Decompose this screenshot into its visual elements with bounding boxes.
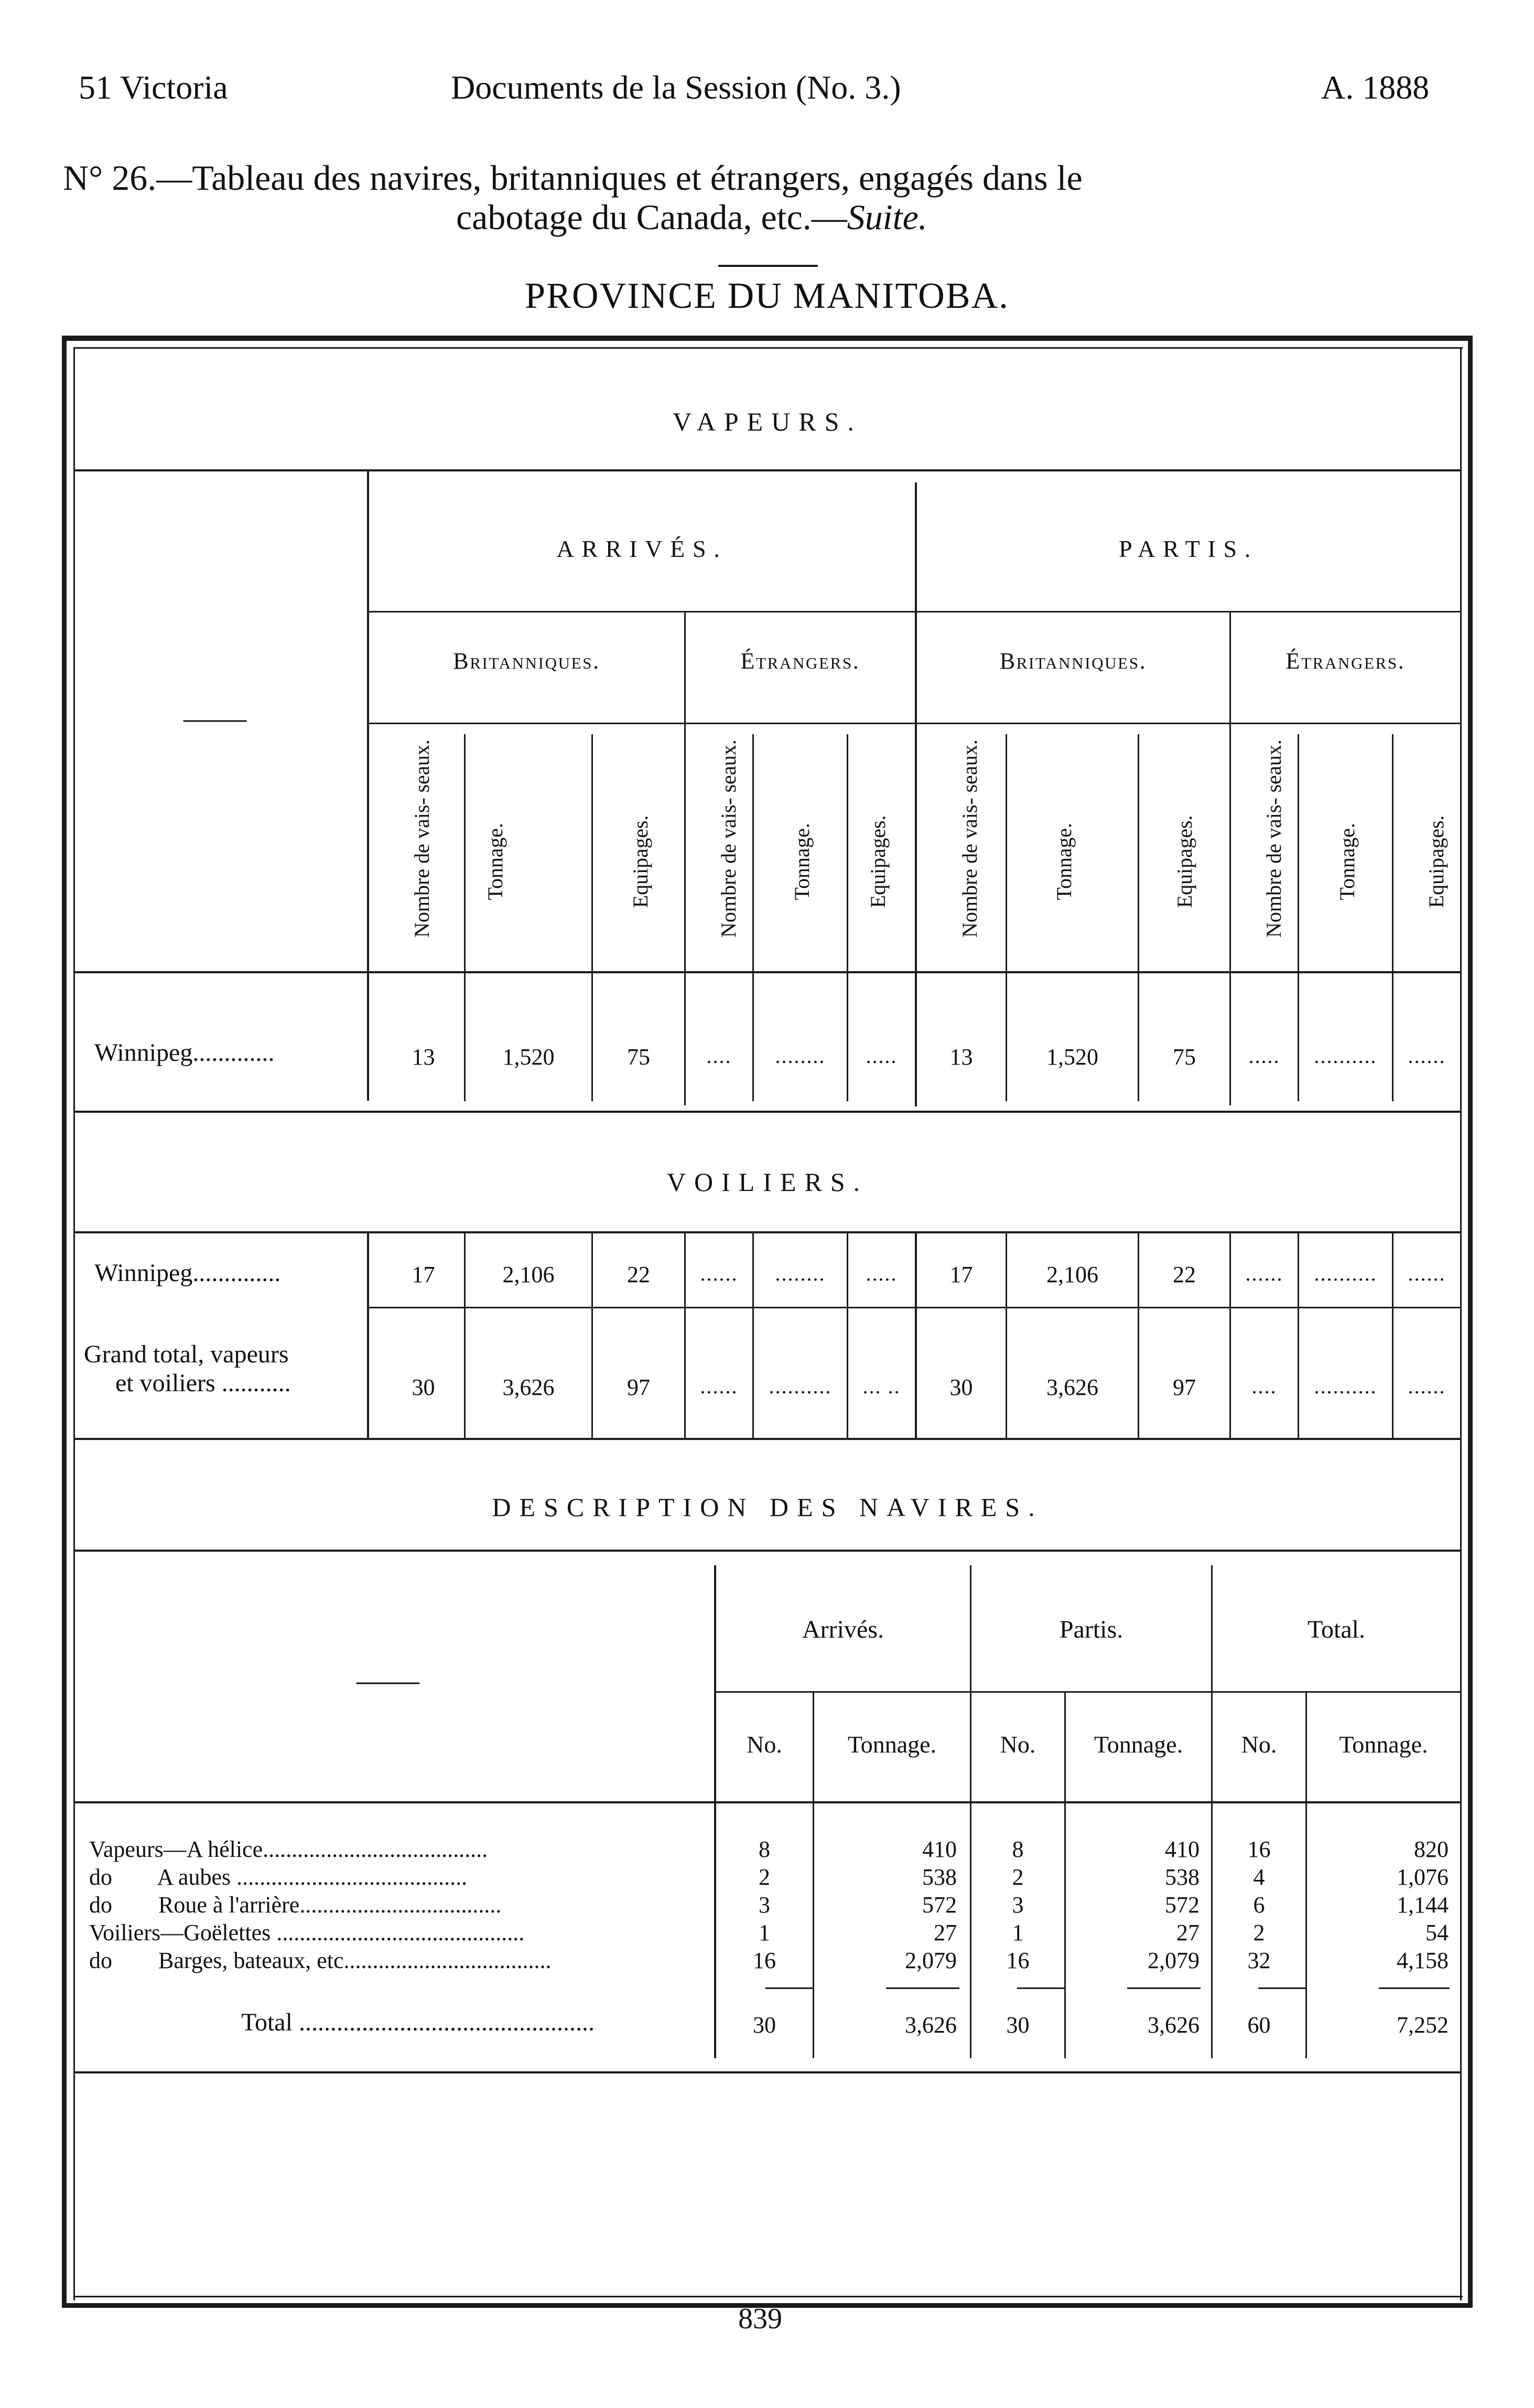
- sum-rule: [1258, 1987, 1305, 1989]
- desc-cell: 410: [922, 1836, 957, 1862]
- desc-subheader-arr-no: No.: [747, 1731, 782, 1758]
- column-header-par-brit-tonnage: Tonnage.: [1052, 823, 1076, 900]
- column-header-arr-etr-vessels: Nombre de vais- seaux.: [717, 739, 740, 938]
- desc-cell: 3: [759, 1892, 770, 1918]
- province-heading: PROVINCE DU MANITOBA.: [525, 276, 1009, 316]
- vapeurs-arr-etr-tonnage: ........: [775, 1044, 826, 1068]
- grand-total-arr-etr-equipages: ... ..: [862, 1374, 901, 1398]
- running-header-left: 51 Victoria: [79, 69, 228, 106]
- desc-cell: 1: [1012, 1920, 1024, 1945]
- desc-cell: 4,158: [1397, 1948, 1449, 1973]
- group-separator: [915, 482, 917, 1106]
- description-bottom-rule: [75, 2071, 1460, 2073]
- desc-cell: 27: [934, 1920, 957, 1945]
- vapeurs-par-brit-equipages: 75: [1173, 1044, 1196, 1070]
- vapeurs-arr-brit-vessels: 13: [412, 1044, 435, 1070]
- column-header-arr-brit-vessels: Nombre de vais- seaux.: [410, 739, 434, 938]
- grand-total-par-etr-tonnage: ..........: [1314, 1374, 1377, 1398]
- sum-rule: [1017, 1987, 1064, 1989]
- desc-total-cell: 30: [753, 2012, 776, 2038]
- voiliers-par-etr-vessels: ......: [1245, 1262, 1283, 1285]
- desc-cell: 1: [759, 1920, 770, 1945]
- desc-cell: 32: [1247, 1948, 1271, 1973]
- desc-cell: 2,079: [905, 1948, 957, 1973]
- table-title-suite: Suite.: [847, 197, 927, 237]
- desc-total-cell: 3,626: [905, 2012, 957, 2038]
- desc-cell: 6: [1253, 1892, 1265, 1918]
- vapeurs-par-brit-tonnage: 1,520: [1046, 1044, 1098, 1070]
- table-title-line2-text: cabotage du Canada, etc.—: [456, 197, 847, 237]
- voiliers-par-brit-tonnage: 2,106: [1046, 1262, 1098, 1287]
- voiliers-arr-brit-vessels: 17: [412, 1262, 435, 1287]
- desc-cell: 538: [1165, 1864, 1200, 1890]
- subgroup-header-partis-etrangers: Étrangers.: [1285, 648, 1406, 674]
- desc-group-header-rule: [716, 1691, 1460, 1693]
- column-header-arr-etr-equipages: Equipages.: [866, 815, 890, 908]
- group-header-partis: PARTIS.: [1118, 535, 1259, 562]
- voiliers-arr-brit-equipages: 22: [627, 1262, 650, 1287]
- page-number: 839: [738, 2303, 782, 2335]
- voiliers-row-label: Winnipeg..............: [94, 1259, 281, 1287]
- desc-cell: 8: [759, 1836, 770, 1862]
- grand-total-label-line1: Grand total, vapeurs: [84, 1340, 289, 1368]
- desc-group-header-total: Total.: [1308, 1616, 1365, 1643]
- grand-total-label-line2: et voiliers ...........: [115, 1369, 291, 1397]
- col-sep: [367, 1233, 369, 1438]
- grand-total-arr-etr-tonnage: ..........: [769, 1374, 832, 1398]
- voiliers-arr-brit-tonnage: 2,106: [502, 1262, 555, 1287]
- vapeurs-row-label: Winnipeg.............: [94, 1039, 275, 1067]
- column-header-rule: [75, 971, 1460, 973]
- voiliers-par-brit-equipages: 22: [1173, 1262, 1196, 1287]
- desc-cell: 820: [1414, 1836, 1449, 1862]
- group-header-rule: [369, 611, 1460, 612]
- desc-subheader-rule: [75, 1801, 1460, 1803]
- desc-total-cell: 60: [1247, 2012, 1271, 2038]
- desc-total-cell: 3,626: [1148, 2012, 1200, 2038]
- subgroup-separator-partis: [1229, 612, 1231, 1105]
- description-heading: DESCRIPTION DES NAVIRES.: [492, 1492, 1043, 1522]
- frame-left: [62, 336, 67, 2307]
- stub-separator: [367, 471, 369, 1101]
- grand-total-par-etr-equipages: ......: [1408, 1374, 1446, 1398]
- desc-subheader-par-tonnage: Tonnage.: [1094, 1731, 1183, 1758]
- vapeurs-par-etr-vessels: .....: [1248, 1044, 1280, 1068]
- column-header-par-etr-tonnage: Tonnage.: [1335, 823, 1359, 900]
- vapeurs-arr-etr-vessels: ....: [706, 1044, 732, 1068]
- running-header-center: Documents de la Session (No. 3.): [451, 69, 901, 106]
- desc-cell: 27: [1176, 1920, 1200, 1945]
- vapeurs-par-etr-equipages: ......: [1408, 1044, 1446, 1068]
- vapeurs-bottom-rule: [75, 1111, 1460, 1113]
- frame-right: [1468, 336, 1473, 2307]
- desc-cell: 1,144: [1397, 1892, 1449, 1918]
- subgroup-header-partis-britanniques: Britanniques.: [999, 648, 1147, 674]
- running-header-right: A. 1888: [1321, 69, 1430, 106]
- frame-left-inner: [73, 347, 75, 2300]
- desc-subheader-arr-tonnage: Tonnage.: [847, 1731, 937, 1758]
- frame-right-inner: [1460, 347, 1462, 2300]
- vapeurs-arr-brit-equipages: 75: [627, 1044, 650, 1070]
- desc-group-header-arrives: Arrivés.: [802, 1616, 884, 1643]
- sum-rule: [1379, 1987, 1450, 1989]
- desc-row-label: do Roue à l'arrière...................................: [89, 1892, 502, 1918]
- voiliers-heading: VOILIERS.: [666, 1167, 869, 1197]
- desc-cell: 410: [1165, 1836, 1200, 1862]
- voiliers-arr-etr-vessels: ......: [700, 1262, 738, 1285]
- voiliers-par-etr-tonnage: ..........: [1314, 1262, 1377, 1285]
- desc-row-label: Vapeurs—A hélice.......................................: [89, 1836, 488, 1862]
- column-header-par-brit-vessels: Nombre de vais- seaux.: [958, 739, 981, 938]
- frame-bottom-inner: [73, 2296, 1463, 2297]
- grand-total-arr-brit-tonnage: 3,626: [502, 1374, 555, 1400]
- grand-total-par-brit-vessels: 30: [949, 1374, 973, 1400]
- vapeurs-heading: VAPEURS.: [673, 407, 862, 436]
- desc-cell: 538: [922, 1864, 957, 1890]
- desc-cell: 1,076: [1397, 1864, 1449, 1890]
- sum-rule: [886, 1987, 959, 1989]
- vapeurs-par-brit-vessels: 13: [949, 1044, 973, 1070]
- desc-group-header-partis: Partis.: [1059, 1616, 1124, 1643]
- column-header-par-brit-equipages: Equipages.: [1173, 815, 1196, 908]
- voiliers-arr-etr-equipages: .....: [866, 1262, 898, 1285]
- vapeurs-heading-rule: [75, 469, 1460, 471]
- column-header-arr-etr-tonnage: Tonnage.: [790, 823, 814, 900]
- desc-subheader-tot-no: No.: [1241, 1731, 1277, 1758]
- voiliers-par-etr-equipages: ......: [1408, 1262, 1446, 1285]
- frame-top-inner: [73, 347, 1463, 349]
- column-header-arr-brit-equipages: Equipages.: [629, 815, 652, 908]
- voiliers-heading-rule: [75, 1231, 1460, 1233]
- desc-subheader-tot-tonnage: Tonnage.: [1339, 1731, 1428, 1758]
- desc-row-label: Voiliers—Goëlettes ...........................................: [89, 1920, 525, 1945]
- description-heading-rule: [75, 1550, 1460, 1552]
- voiliers-par-brit-vessels: 17: [949, 1262, 973, 1287]
- grand-total-arr-brit-vessels: 30: [412, 1374, 435, 1400]
- desc-cell: 54: [1425, 1920, 1449, 1945]
- voiliers-row-rule: [369, 1307, 1460, 1308]
- desc-total-label: Total ...............................................: [241, 2008, 595, 2036]
- column-header-arr-brit-tonnage: Tonnage.: [483, 823, 507, 900]
- column-header-par-etr-equipages: Equipages.: [1424, 815, 1448, 908]
- description-row-header-dash: ——: [357, 1663, 419, 1697]
- desc-cell: 16: [1006, 1948, 1030, 1973]
- desc-cell: 4: [1253, 1864, 1265, 1890]
- vapeurs-arr-etr-equipages: .....: [866, 1044, 898, 1068]
- desc-cell: 2: [1012, 1864, 1024, 1890]
- grand-total-par-brit-tonnage: 3,626: [1046, 1374, 1098, 1400]
- frame-top: [62, 336, 1472, 341]
- column-header-par-etr-vessels: Nombre de vais- seaux.: [1262, 739, 1285, 938]
- table-title-line1: N° 26.—Tableau des navires, britanniques et étrangers, engagés dans le: [63, 158, 1083, 198]
- grand-total-par-brit-equipages: 97: [1173, 1374, 1196, 1400]
- grand-total-arr-brit-equipages: 97: [627, 1374, 650, 1400]
- vapeurs-par-etr-tonnage: ..........: [1314, 1044, 1377, 1068]
- desc-cell: 3: [1012, 1892, 1024, 1918]
- title-divider: [718, 265, 818, 267]
- grand-total-par-etr-vessels: ....: [1251, 1374, 1277, 1398]
- subgroup-header-arrives-britanniques: Britanniques.: [453, 648, 600, 674]
- desc-cell: 8: [1012, 1836, 1024, 1862]
- desc-cell: 16: [753, 1948, 776, 1973]
- desc-subheader-par-no: No.: [1000, 1731, 1036, 1758]
- subgroup-header-rule: [369, 723, 1460, 724]
- desc-cell: 572: [922, 1892, 957, 1918]
- vapeurs-arr-brit-tonnage: 1,520: [502, 1044, 555, 1070]
- desc-total-cell: 7,252: [1397, 2012, 1449, 2038]
- sum-rule: [765, 1987, 813, 1989]
- desc-row-label: do Barges, bateaux, etc....................................: [89, 1948, 552, 1973]
- subgroup-separator-arrives: [684, 612, 686, 1105]
- desc-cell: 2,079: [1148, 1948, 1200, 1973]
- table-title-line2: [456, 197, 927, 238]
- desc-cell: 16: [1247, 1836, 1271, 1862]
- desc-cell: 572: [1165, 1892, 1200, 1918]
- desc-row-label: do A aubes ........................................: [89, 1864, 468, 1890]
- subgroup-header-arrives-etrangers: Étrangers.: [740, 648, 860, 674]
- desc-total-cell: 30: [1006, 2012, 1030, 2038]
- group-header-arrives: ARRIVÉS.: [556, 535, 728, 562]
- grand-total-arr-etr-vessels: ......: [700, 1374, 738, 1398]
- desc-cell: 2: [759, 1864, 770, 1890]
- desc-cell: 2: [1253, 1920, 1265, 1945]
- main-table-bottom-rule: [75, 1438, 1460, 1440]
- voiliers-arr-etr-tonnage: ........: [775, 1262, 826, 1285]
- row-header-dash: ——: [183, 701, 246, 735]
- sum-rule: [1127, 1987, 1201, 1989]
